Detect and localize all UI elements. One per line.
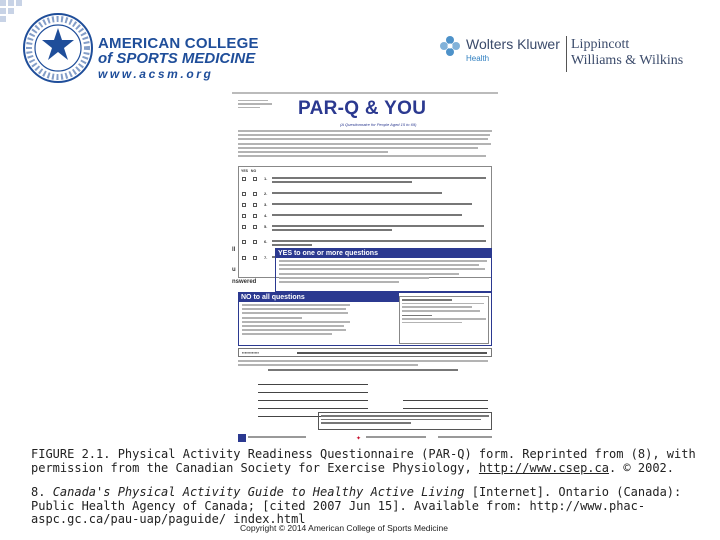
acsm-wordmark (98, 36, 259, 82)
logo-divider (566, 36, 567, 72)
form-title: PAR-Q & YOU (298, 98, 427, 119)
form-side-text: ll u nswered (232, 247, 257, 285)
acsm-seal-logo (22, 12, 94, 84)
form-question-row: 6. (242, 239, 490, 249)
form-question-row: 7. (242, 255, 490, 265)
form-question-row: 2. (242, 191, 490, 201)
caption-copyright: . © 2002. (608, 461, 675, 475)
caption-text: FIGURE 2.1. Physical Activity Readiness Questionnaire (PAR-Q) form. Reprinted from (8), with permission from the Canadian Society for Exercise Physiology, (31, 447, 696, 475)
lww-wordmark (571, 37, 683, 69)
copyright-notice: Copyright © 2014 American College of Sports Medicine (240, 523, 449, 533)
form-no-section (238, 292, 492, 346)
form-signature-area (238, 360, 492, 419)
form-corner-note (238, 100, 278, 110)
reference-details: [Internet]. Ontario (Canada): Public Health Agency of Canada; [cited 2007 Jun 15]. Available from: http://www.phac-aspc.gc.ca/pau-uap/paguide/ index.html (31, 485, 682, 526)
form-yes-section (275, 248, 492, 292)
form-no-header: NO to all questions (239, 293, 399, 302)
form-question-row: 3. (242, 202, 490, 212)
form-validity-note (318, 412, 492, 430)
reference-citation (31, 486, 701, 527)
form-no-text (242, 304, 352, 338)
parq-form-image (232, 92, 498, 444)
wolters-kluwer-flower-icon (438, 34, 462, 58)
form-question-row: 1. (242, 176, 490, 186)
acsm-url: www.acsm.org (98, 67, 214, 81)
reference-title: Canada's Physical Activity Guide to Healthy Active Living (52, 485, 465, 499)
form-question-row: 5. (242, 224, 490, 234)
maple-leaf-icon: ✦ (356, 436, 362, 442)
form-yes-header: YES to one or more questions (276, 249, 491, 258)
lww-line1: Lippincott (571, 37, 630, 52)
form-health-change-note: ▪▪▪▪▪▪▪▪▪▪▪▪ (238, 348, 492, 357)
lww-line2: Williams & Wilkins (571, 53, 684, 68)
slide-header (0, 0, 720, 96)
form-footer (238, 434, 492, 442)
acsm-name-line1: AMERICAN COLLEGE (98, 35, 259, 52)
form-subtitle: (A Questionnaire for People Aged 15 to 69) (340, 122, 417, 127)
form-top-rule (232, 92, 498, 94)
reference-number: 8. (31, 485, 46, 499)
corner-pattern (0, 0, 22, 22)
wolters-kluwer-division: Health (466, 54, 490, 63)
form-question-row: 4. (242, 213, 490, 223)
csep-link[interactable]: http://www.csep.ca (478, 461, 609, 475)
csep-logo-icon (238, 434, 246, 442)
acsm-name-line2: of SPORTS MEDICINE (98, 50, 256, 67)
form-intro-paragraph (238, 130, 492, 159)
form-delay-box (399, 296, 489, 344)
form-yes-no-header: YES NO (241, 169, 257, 173)
form-yes-text (279, 260, 489, 285)
wolters-kluwer-wordmark: Wolters Kluwer (466, 36, 560, 52)
figure-caption (31, 447, 701, 475)
